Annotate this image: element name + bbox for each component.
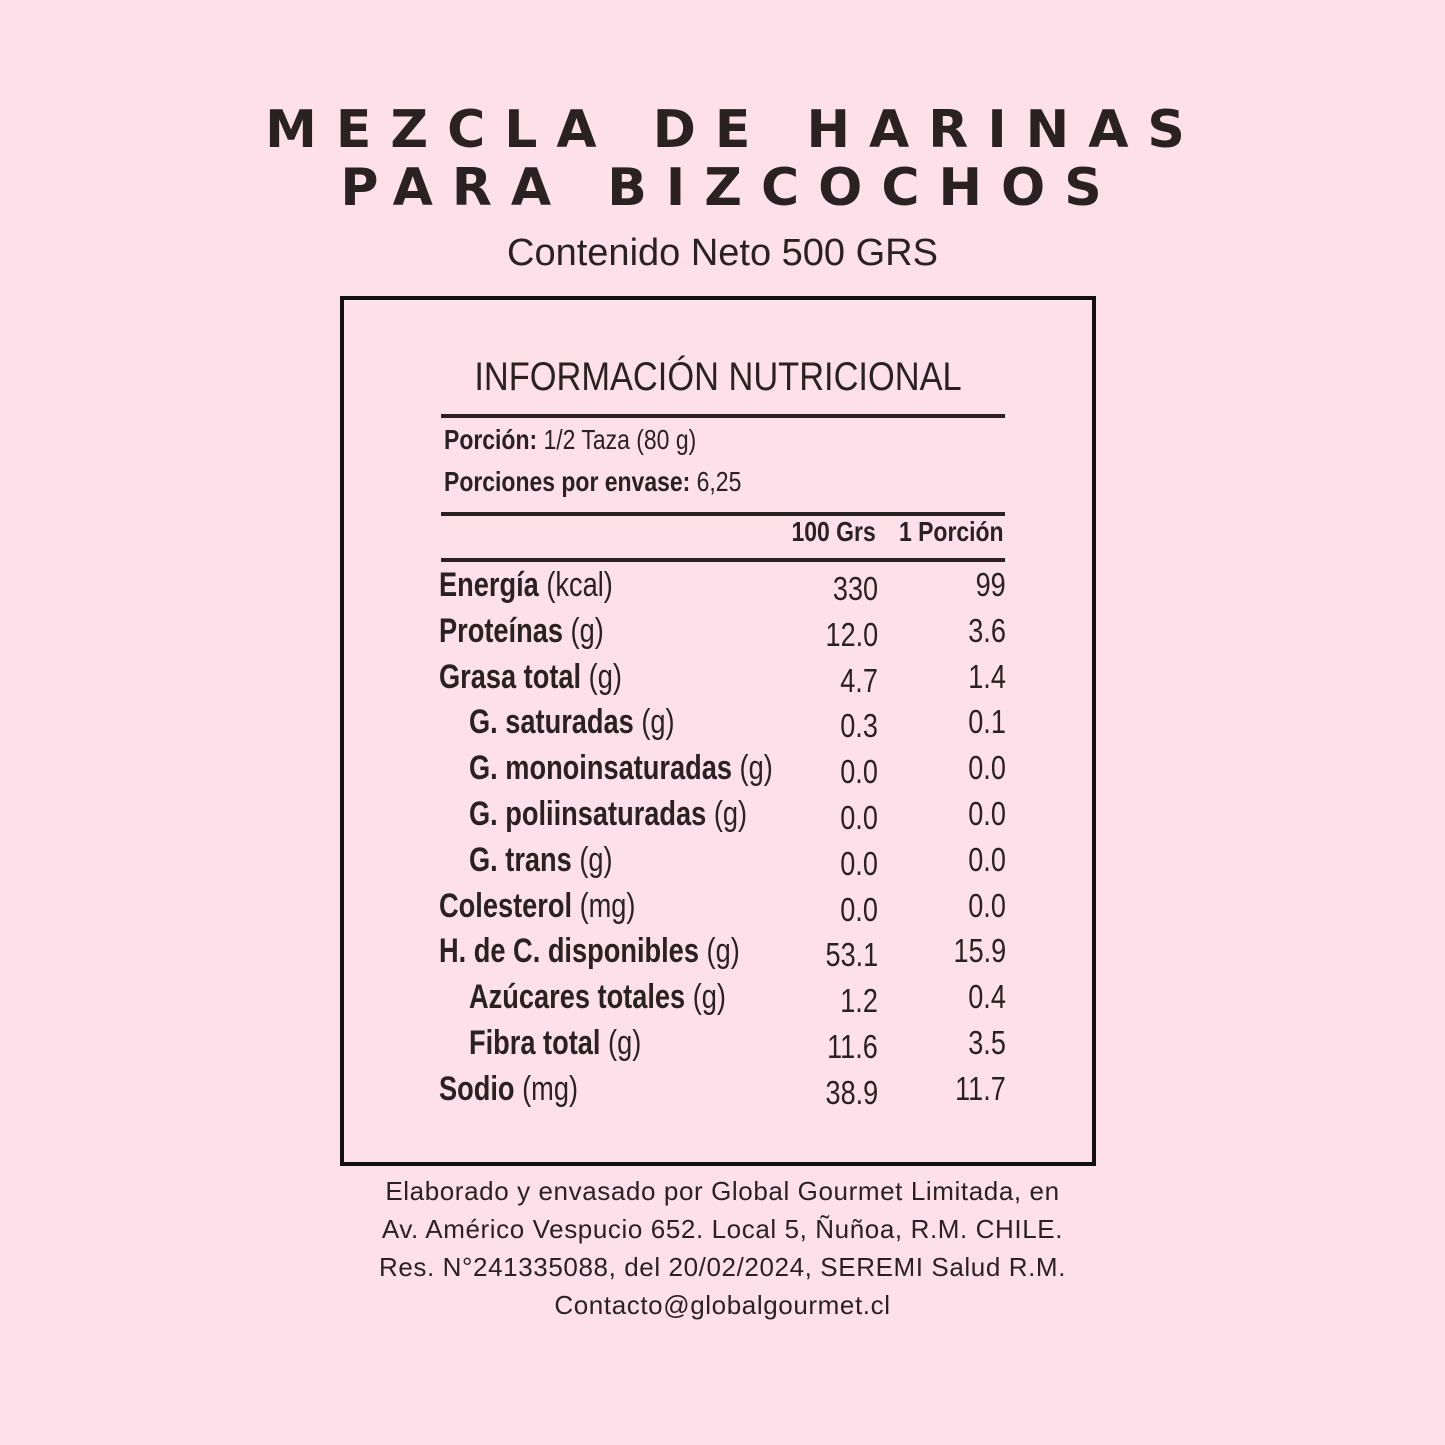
nutrient-name: Colesterol xyxy=(439,886,573,925)
value-per-portion: 0.1 xyxy=(968,703,1006,741)
nutrient-label xyxy=(439,564,613,606)
nutrient-label xyxy=(469,701,675,743)
nutrient-unit: (mg) xyxy=(579,886,636,925)
value-per-100g: 11.6 xyxy=(827,1028,878,1065)
nutrient-row xyxy=(344,701,1092,747)
column-header-portion: 1 Porción xyxy=(899,516,1004,547)
nutrient-unit: (g) xyxy=(608,1024,642,1062)
nutrient-label xyxy=(439,1068,578,1110)
value-per-portion: 3.5 xyxy=(968,1024,1006,1061)
nutrient-label xyxy=(439,610,604,652)
value-per-100g: 0.0 xyxy=(840,799,878,836)
value-per-100g: 1.2 xyxy=(840,982,878,1020)
nutrient-label xyxy=(469,839,613,881)
nutrient-unit: (g) xyxy=(579,840,613,879)
value-per-portion: 0.0 xyxy=(968,886,1006,924)
nutrient-row xyxy=(344,656,1092,702)
nutrient-row xyxy=(344,747,1092,793)
footer-contact: Contacto@globalgourmet.cl xyxy=(554,1290,891,1320)
column-header-100g: 100 Grs xyxy=(791,516,876,547)
nutrient-name: G. saturadas xyxy=(469,703,634,742)
product-title-line1: MEZCLA DE HARINAS xyxy=(265,100,1204,160)
value-per-100g: 0.0 xyxy=(840,890,878,928)
value-per-100g: 0.0 xyxy=(840,753,878,791)
nutrient-name: G. trans xyxy=(469,840,572,879)
nutrient-name: G. poliinsaturadas xyxy=(469,795,707,833)
nutrient-unit: (g) xyxy=(570,611,604,650)
divider-top xyxy=(441,414,1005,418)
nutrient-row xyxy=(344,1022,1092,1068)
value-per-portion: 0.0 xyxy=(968,840,1006,878)
nutrient-unit: (g) xyxy=(641,703,675,742)
serving-label: Porción: xyxy=(444,424,538,455)
nutrient-name: Grasa total xyxy=(439,657,582,696)
nutrient-unit: (g) xyxy=(706,932,740,971)
nutrient-row xyxy=(344,885,1092,931)
value-per-100g: 12.0 xyxy=(825,615,878,653)
value-per-portion: 11.7 xyxy=(955,1069,1006,1107)
serving-size xyxy=(444,422,696,458)
nutrient-label xyxy=(469,976,726,1018)
nutrient-label xyxy=(439,930,740,972)
divider-bottom xyxy=(441,558,1005,562)
nutrient-unit: (g) xyxy=(739,749,773,788)
nutrient-row xyxy=(344,976,1092,1022)
nutrient-row xyxy=(344,930,1092,976)
nutrient-unit: (g) xyxy=(692,978,726,1017)
serving-value: 1/2 Taza (80 g) xyxy=(543,424,697,455)
value-per-100g: 38.9 xyxy=(825,1073,878,1111)
nutrient-row xyxy=(344,564,1092,610)
nutrient-label xyxy=(439,885,635,927)
nutrient-name: Fibra total xyxy=(469,1024,601,1062)
value-per-portion: 0.0 xyxy=(968,749,1006,787)
nutrient-unit: (g) xyxy=(588,657,622,696)
nutrient-name: Energía xyxy=(439,566,539,604)
value-per-portion: 99 xyxy=(975,566,1006,603)
nutrient-name: Sodio xyxy=(439,1069,515,1108)
nutrient-row xyxy=(344,839,1092,885)
net-content: Contenido Neto 500 GRS xyxy=(507,232,938,274)
nutrient-row xyxy=(344,793,1092,839)
nutrition-facts-panel xyxy=(340,296,1096,1166)
value-per-portion: 0.0 xyxy=(968,795,1006,832)
value-per-portion: 3.6 xyxy=(968,611,1006,649)
nutrient-label xyxy=(439,656,622,698)
nutrient-name: Proteínas xyxy=(439,611,563,650)
value-per-100g: 4.7 xyxy=(840,661,878,699)
nutrient-label xyxy=(469,747,773,789)
value-per-100g: 53.1 xyxy=(825,936,878,974)
nutrient-unit: (mg) xyxy=(522,1069,579,1108)
footer-line-1: Elaborado y envasado por Global Gourmet Limitada, en xyxy=(385,1176,1060,1206)
nutrient-name: G. monoinsaturadas xyxy=(469,749,732,788)
product-title-line2: PARA BIZCOCHOS xyxy=(340,158,1121,218)
nutrient-unit: (kcal) xyxy=(546,566,613,604)
servings-label: Porciones por envase: xyxy=(444,466,691,497)
value-per-100g: 330 xyxy=(832,570,878,607)
value-per-100g: 0.0 xyxy=(840,844,878,882)
nutrition-title: INFORMACIÓN NUTRICIONAL xyxy=(474,355,962,399)
value-per-portion: 15.9 xyxy=(953,932,1006,970)
nutrient-label xyxy=(469,793,747,835)
value-per-portion: 1.4 xyxy=(968,657,1006,695)
nutrient-name: H. de C. disponibles xyxy=(439,932,699,971)
value-per-portion: 0.4 xyxy=(968,978,1006,1016)
footer-line-3: Res. N°241335088, del 20/02/2024, SEREMI Salud R.M. xyxy=(378,1252,1067,1282)
servings-per-container xyxy=(444,464,741,500)
nutrient-row xyxy=(344,1068,1092,1114)
nutrient-label xyxy=(469,1022,641,1064)
nutrient-row xyxy=(344,610,1092,656)
servings-value: 6,25 xyxy=(696,466,742,497)
nutrient-name: Azúcares totales xyxy=(469,978,686,1017)
nutrient-unit: (g) xyxy=(713,795,748,833)
value-per-100g: 0.3 xyxy=(840,707,878,745)
footer-line-2: Av. Américo Vespucio 652. Local 5, Ñuñoa, R.M. CHILE. xyxy=(381,1214,1064,1244)
